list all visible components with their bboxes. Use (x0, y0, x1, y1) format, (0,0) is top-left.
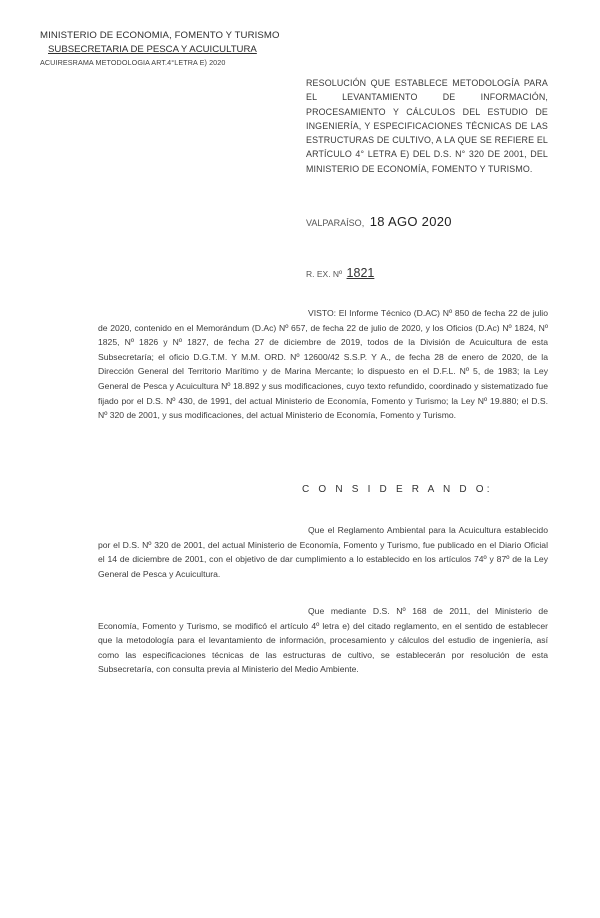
dateline (306, 214, 452, 229)
resolution-number (306, 266, 374, 280)
dateline-place: VALPARAÍSO, (306, 218, 365, 228)
considerando-paragraph-2 (98, 604, 548, 677)
considerando-text-1: Que el Reglamento Ambiental para la Acuicultura establecido por el D.S. Nº 320 de 2001, del actual Ministerio de Economía, Fomento y Turismo, fue publicado en el Diario Oficial el 14 de diciembre de 2001, con el objetivo de dar cumplimiento a lo establecido en los artículos 74º y 87º de la Ley General de Pesca y Acuicultura. (98, 525, 548, 579)
resolution-subject: RESOLUCIÓN QUE ESTABLECE METODOLOGÍA PARA EL LEVANTAMIENTO DE INFORMACIÓN, PROCESAMIENTO Y CÁLCULOS DEL ESTUDIO DE INGENIERÍA, Y ESPECIFICACIONES TÉCNICAS DE LAS ESTRUCTURAS DE CULTIVO, A LA QUE SE REFIERE EL ARTÍCULO 4° LETRA E) DEL D.S. N° 320 DE 2001, DEL MINISTERIO DE ECONOMÍA, FOMENTO Y TURISMO. (306, 78, 548, 174)
resolution-label: R. EX. Nº (306, 269, 343, 279)
document-reference: ACUIRESRAMA METODOLOGIA ART.4°LETRA E) 2020 (40, 58, 226, 67)
subsecretariat-name: SUBSECRETARIA DE PESCA Y ACUICULTURA (48, 44, 257, 55)
visto-paragraph (98, 306, 548, 423)
considerando-heading: C O N S I D E R A N D O: (302, 484, 493, 495)
ministry-name: MINISTERIO DE ECONOMIA, FOMENTO Y TURISMO (40, 30, 280, 41)
letterhead (40, 30, 280, 67)
visto-text: VISTO: El Informe Técnico (D.AC) Nº 850 de fecha 22 de julio de 2020, contenido en el Memorándum (D.Ac) Nº 657, de fecha 22 de julio de 2020, y los Oficios (D.Ac) Nº 1824, Nº 1825, Nº 1826 y Nº 1827, de fecha 27 de diciembre de 2019, todos de la División de Acuicultura de esta Subsecretaría; el oficio D.G.T.M. Y M.M. ORD. Nº 12600/42 S.S.P. Y A., de fecha 28 de enero de 2020, de la Dirección General del Territorio Marítimo y de Marina Mercante; lo dispuesto en el D.F.L. Nº 5, de 1983; la Ley General de Pesca y Acuicultura Nº 18.892 y sus modificaciones, cuyo texto refundido, coordinado y sistematizado fue fijado por el D.S. Nº 430, de 1991, del actual Ministerio de Economía, Fomento y Turismo; la Ley Nº 19.880; el D.S. Nº 320 de 2001, y sus modificaciones, del actual Ministerio de Economía, Fomento y Turismo. (98, 308, 548, 421)
resolution-number-value: 1821 (346, 266, 375, 280)
considerando-paragraph-1 (98, 523, 548, 581)
considerando-text-2: Que mediante D.S. Nº 168 de 2011, del Ministerio de Economía, Fomento y Turismo, se modificó el artículo 4º letra e) del citado reglamento, en el sentido de establecer que la metodología para el levantamiento de información, procesamiento y cálculos del estudio de ingeniería, así como las especificaciones técnicas de las estructuras de cultivo, se establecerán por resolución de esta Subsecretaría, con consulta previa al Ministerio del Medio Ambiente. (98, 606, 548, 675)
dateline-date: 18 AGO 2020 (369, 214, 452, 229)
